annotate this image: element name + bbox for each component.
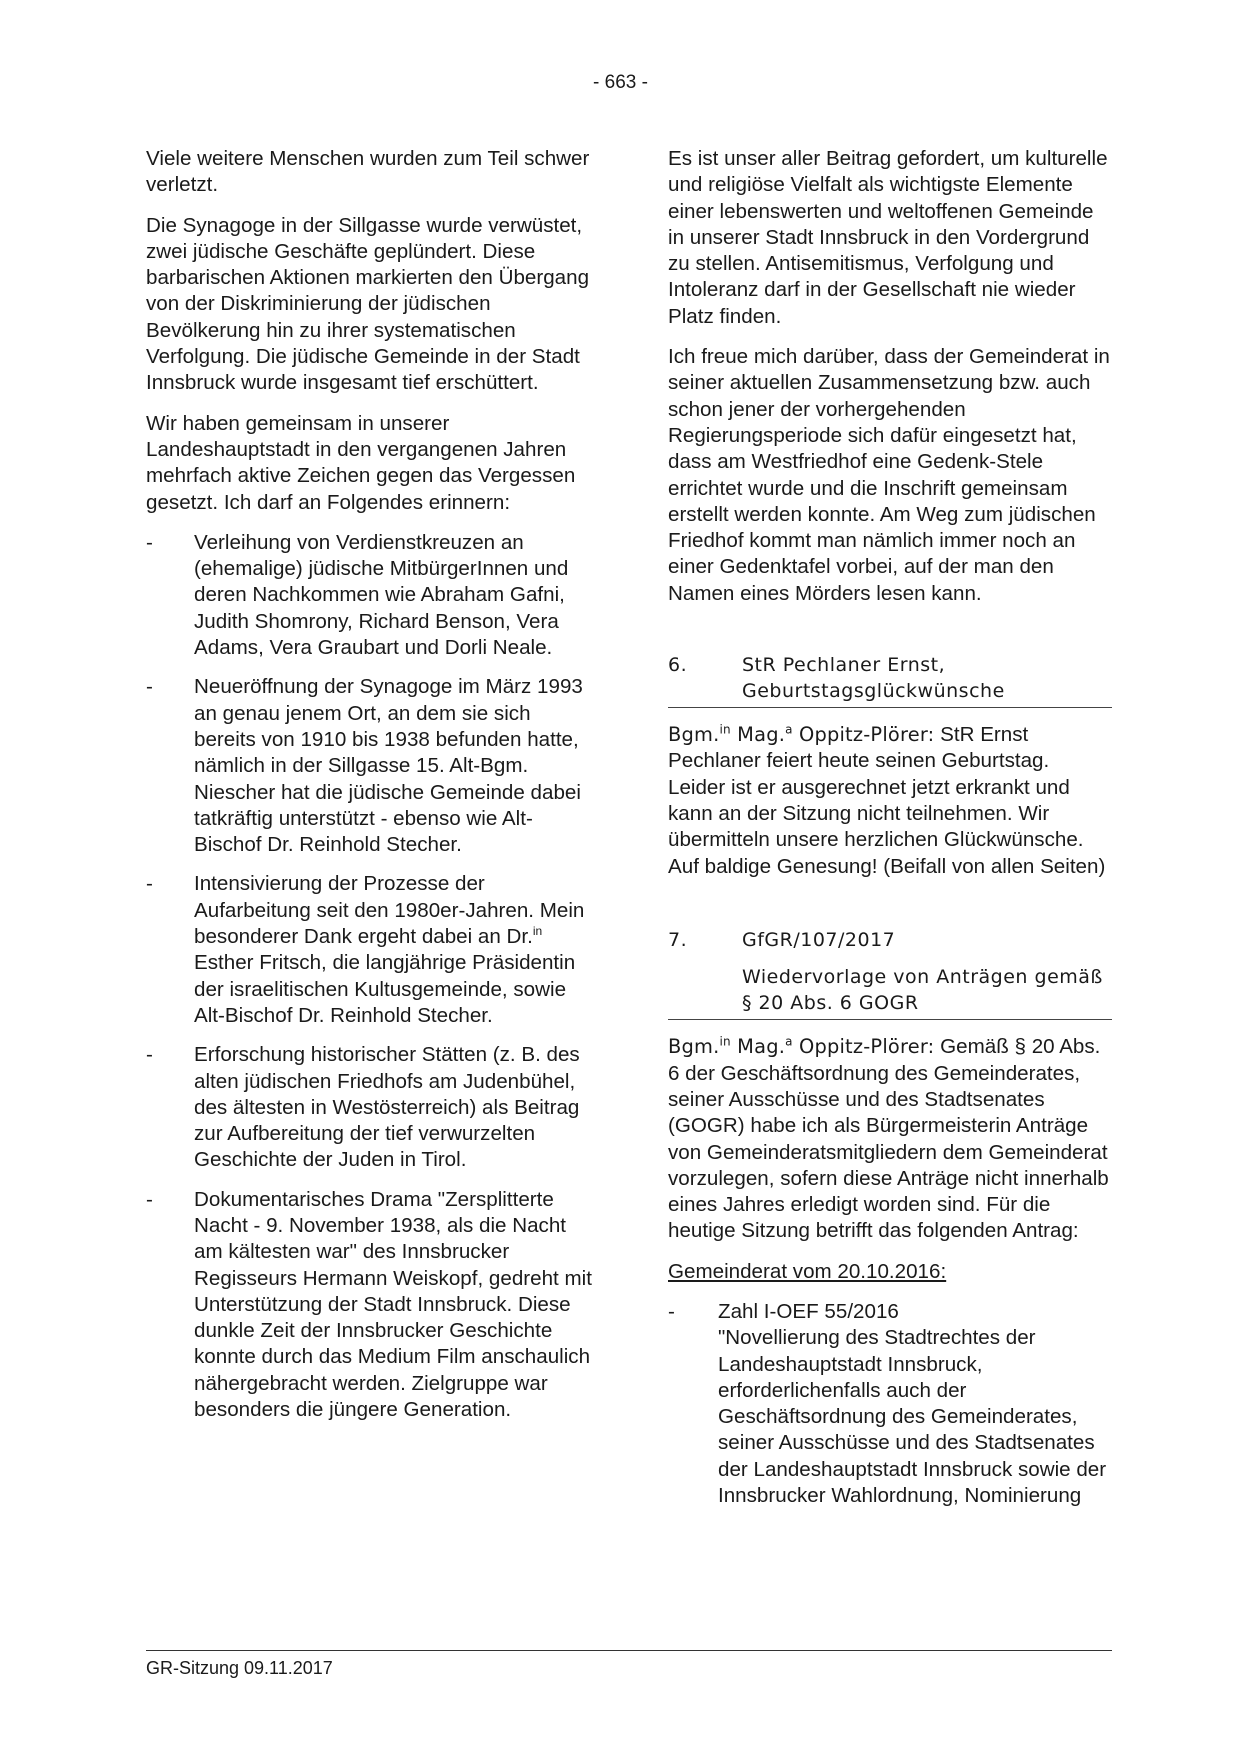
speaker-name: Oppitz-Plörer: bbox=[792, 723, 935, 747]
list-item bbox=[146, 530, 596, 661]
list-item bbox=[146, 871, 596, 1029]
paragraph bbox=[668, 1034, 1112, 1244]
paragraph: Es ist unser aller Beitrag gefordert, um kulturelle und religiöse Vielfalt als wichtigste Elemente einer lebenswerten und weltoffenen Gemeinde in unserer Stadt Innsbruck in den Vordergrund zu stellen. Antisemitismus, Verfolgung und Intoleranz darf in der Gesellschaft nie wieder Platz finden. bbox=[668, 147, 1108, 328]
list-item-text: Verleihung von Verdienstkreuzen an (ehemalige) jüdische MitbürgerInnen und deren Nachkommen wie Abraham Gafni, Judith Shomrony, Richard Benson, Vera Adams, Vera Graubart und Dorli Neale. bbox=[194, 530, 569, 660]
right-column bbox=[668, 146, 1112, 1522]
agenda-item-number: 6. bbox=[668, 654, 688, 677]
footer-divider bbox=[146, 1650, 1112, 1651]
list-item bbox=[146, 1187, 596, 1424]
agenda-item-title: StR Pechlaner Ernst, Geburtstagsglückwünsche bbox=[742, 654, 1005, 702]
list-item-text: Neueröffnung der Synagoge im März 1993 an genau jenem Ort, an dem sie sich bereits von 1910 bis 1938 befunden hatte, nämlich in der Sillgasse 15. Alt-Bgm. Niescher hat die jüdische Gemeinde dabei tatkräftig unterstützt - ebenso wie Alt-Bischof Dr. Reinhold Stecher. bbox=[194, 675, 583, 857]
paragraph: Viele weitere Menschen wurden zum Teil schwer verletzt. bbox=[146, 147, 590, 197]
list-item bbox=[146, 1042, 596, 1173]
list-item-text: Erforschung historischer Stätten (z. B. des alten jüdischen Friedhofs am Judenbühel, des ältesten in Westösterreich) als Beitrag zur Aufbereitung der tief verwurzelten Geschichte der Juden in Tirol. bbox=[194, 1043, 580, 1172]
list-dash: - bbox=[146, 530, 153, 554]
speaker-label bbox=[668, 1035, 934, 1058]
session-heading: Gemeinderat vom 20.10.2016: bbox=[668, 1259, 947, 1283]
superscript: a bbox=[785, 1034, 793, 1049]
agenda-item-6 bbox=[668, 653, 1112, 708]
superscript: a bbox=[785, 722, 793, 737]
motion-number: Zahl I-OEF 55/2016 bbox=[718, 1300, 899, 1323]
list-dash: - bbox=[146, 872, 153, 896]
superscript: in bbox=[719, 1034, 731, 1049]
agenda-item-row bbox=[668, 653, 1112, 704]
list-item-text: Intensivierung der Prozesse der Aufarbeitung seit den 1980er-Jahren. Mein besonderer Dank ergeht dabei an Dr. bbox=[194, 872, 585, 949]
list-dash: - bbox=[146, 1187, 153, 1211]
agenda-item-title: Wiedervorlage von Anträgen gemäß § 20 Abs. 6 GOGR bbox=[742, 966, 1103, 1014]
agenda-item-code: GfGR/107/2017 bbox=[742, 928, 896, 951]
paragraph: Die Synagoge in der Sillgasse wurde verwüstet, zwei jüdische Geschäfte geplündert. Diese barbarischen Aktionen markierten den Übergang von der Diskriminierung der jüdischen Bevölkerung hin zu ihrer systematischen Verfolgung. Die jüdische Gemeinde in der Stadt Innsbruck wurde insgesamt tief erschüttert. bbox=[146, 213, 590, 395]
speaker-name: Oppitz-Plörer: bbox=[792, 1035, 935, 1059]
list-item-text: Esther Fritsch, die langjährige Präsidentin der israelitischen Kultusgemeinde, sowie Alt-Bischof Dr. Reinhold Stecher. bbox=[194, 951, 576, 1027]
agenda-item-row bbox=[668, 928, 1112, 954]
list-dash: - bbox=[146, 675, 153, 699]
speaker-title: Mag. bbox=[730, 723, 786, 747]
list-item-text: Dokumentarisches Drama "Zersplitterte Nacht - 9. November 1938, als die Nacht am kältesten war" des Innsbrucker Regisseurs Hermann Weiskopf, gedreht mit Unterstützung der Stadt Innsbruck. Diese dunkle Zeit der Innsbrucker Geschichte konnte durch das Medium Film anschaulich nähergebracht werden. Zielgruppe war besonders die jüngere Generation. bbox=[194, 1187, 592, 1422]
footer-text: GR-Sitzung 09.11.2017 bbox=[146, 1658, 333, 1678]
list-item bbox=[146, 674, 596, 858]
speaker-title: Mag. bbox=[730, 1035, 786, 1059]
superscript: in bbox=[532, 924, 543, 939]
agenda-item-7 bbox=[668, 928, 1112, 1021]
speech-text: StR Ernst Pechlaner feiert heute seinen Geburtstag. Leider ist er ausgerechnet jetzt erkrankt und kann an der Sitzung nicht teilnehmen. Wir übermitteln unsere herzlichen Glückwünsche. Auf baldige Genesung! (Beifall von allen Seiten) bbox=[668, 723, 1106, 878]
agenda-item-number: 7. bbox=[668, 928, 688, 951]
motion-list bbox=[668, 1299, 1112, 1509]
speech-text: Gemäß § 20 Abs. 6 der Geschäftsordnung des Gemeinderates, seiner Ausschüsse und des Stadtsenates (GOGR) habe ich als Bürgermeisterin Anträge von Gemeinderatsmitgliedern dem Gemeinderat vorzulegen, sofern diese Anträge nicht innerhalb eines Jahres erledigt worden sind. Für die heutige Sitzung betrifft das folgenden Antrag: bbox=[668, 1035, 1109, 1243]
paragraph: Ich freue mich darüber, dass der Gemeinderat in seiner aktuellen Zusammensetzung bzw. auch schon jener der vorhergehenden Regierungsperiode sich dafür eingesetzt hat, dass am Westfriedhof eine Gedenk-Stele errichtet wurde und die Inschrift gemeinsam erstellt werden konnte. Am Weg zum jüdischen Friedhof kommt man nämlich immer noch an einer Gedenktafel vorbei, auf der man den Namen eines Mörders lesen kann. bbox=[668, 345, 1110, 605]
paragraph: Wir haben gemeinsam in unserer Landeshauptstadt in den vergangenen Jahren mehrfach aktive Zeichen gegen das Vergessen gesetzt. Ich darf an Folgendes erinnern: bbox=[146, 411, 576, 514]
paragraph bbox=[668, 722, 1112, 880]
speaker-title: Bgm. bbox=[668, 1035, 720, 1059]
speaker-title: Bgm. bbox=[668, 723, 720, 747]
left-column bbox=[146, 146, 596, 1436]
list-dash: - bbox=[146, 1043, 153, 1067]
memorial-list bbox=[146, 530, 596, 1424]
list-dash: - bbox=[668, 1300, 675, 1323]
list-item bbox=[668, 1299, 1112, 1509]
superscript: in bbox=[719, 722, 731, 737]
page-number: - 663 - bbox=[593, 72, 648, 93]
speaker-label bbox=[668, 723, 934, 746]
motion-text: "Novellierung des Stadtrechtes der Landeshauptstadt Innsbruck, erforderlichenfalls auch der Geschäftsordnung des Gemeinderates, seiner Ausschüsse und des Stadtsenates der Landeshauptstadt Innsbruck sowie der Innsbrucker Wahlordnung, Nominierung bbox=[718, 1326, 1107, 1508]
